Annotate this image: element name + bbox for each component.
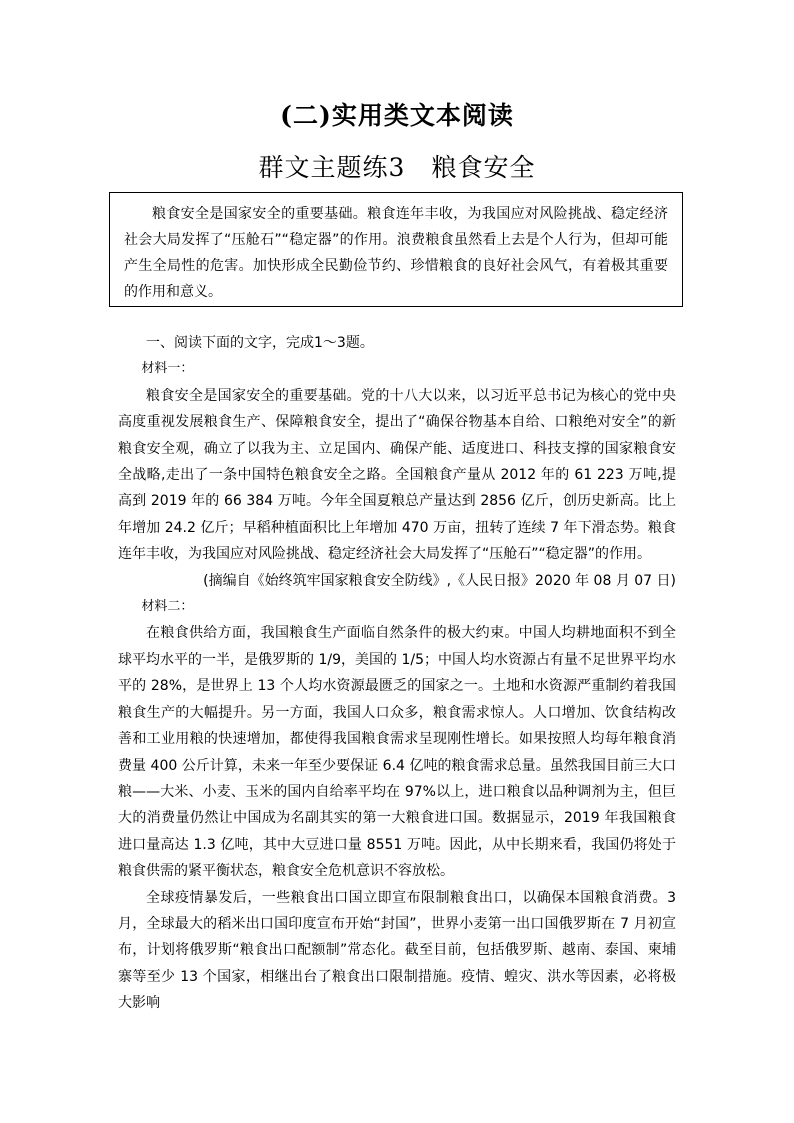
material2-label: 材料二：: [141, 599, 194, 615]
section-title: (二)实用类文本阅读: [280, 101, 514, 130]
intro-box: [109, 192, 683, 307]
reading-content: [118, 330, 676, 1017]
material1-label: 材料一：: [141, 361, 194, 377]
intro-text: 粮食安全是国家安全的重要基础。粮食连年丰收，为我国应对风险挑战、稳定经济社会大局发挥了“压舱石”“稳定器”的作用。浪费粮食虽然看上去是个人行为，但却可能产生全局性的危害。加快形成全民勤俭节约、珍惜粮食的良好社会风气，有着极其重要的作用和意义。: [124, 206, 668, 300]
material1-source: (摘编自《始终筑牢国家粮食安全防线》,《人民日报》2020 年 08 月 07 日): [203, 572, 676, 589]
question-instruction: 一、阅读下面的文字，完成1～3题。: [146, 335, 374, 351]
page-title: 群文主题练3 粮食安全: [258, 153, 536, 182]
material1-text: 粮食安全是国家安全的重要基础。党的十八大以来，以习近平总书记为核心的党中央高度重视发展粮食生产、保障粮食安全，提出了“确保谷物基本自给、口粮绝对安全”的新粮食安全观，确立了以我为主、立足国内、确保产能、适度进口、科技支撑的国家粮食安全战略,走出了一条中国特色粮食安全之路。全国粮食产量从 2012 年的 61 223 万吨,提高到 2019 年的 66 384 万吨。今年全国夏粮总产量达到 2856 亿斤，创历史新高。比上年增加 24.2 亿斤；早稻种植面积比上年增加 470 万亩，扭转了连续 7 年下滑态势。粮食连年丰收，为我国应对风险挑战、稳定经济社会大局发挥了“压舱石”“稳定器”的作用。: [118, 387, 676, 563]
material2-paragraph-1: 在粮食供给方面，我国粮食生产面临自然条件的极大约束。中国人均耕地面积不到全球平均水平的一半，是俄罗斯的 1/9，美国的 1/5；中国人均水资源占有量不足世界平均水平的 28%，是世界上 13 个人均水资源最匮乏的国家之一。土地和水资源严重制约着我国粮食生产的大幅提升。另一方面，我国人口众多，粮食需求惊人。人口增加、饮食结构改善和工业用粮的快速增加，都使得我国粮食需求呈现刚性增长。如果按照人均每年粮食消费量 400 公斤计算，未来一年至少要保证 6.4 亿吨的粮食需求总量。虽然我国目前三大口粮——大米、小麦、玉米的国内自给率平均在 97%以上，进口粮食以品种调剂为主，但巨大的消费量仍然让中国成为名副其实的第一大粮食进口国。数据显示，2019 年我国粮食进口量高达 1.3 亿吨，其中大豆进口量 8551 万吨。因此，从中长期来看，我国仍将处于粮食供需的紧平衡状态，粮食安全危机意识不容放松。: [118, 625, 676, 880]
material2-paragraph-2: 全球疫情暴发后，一些粮食出口国立即宣布限制粮食出口，以确保本国粮食消费。3 月，全球最大的稻米出口国印度宣布开始“封国”，世界小麦第一出口国俄罗斯在 7 月初宣布，计划将俄罗斯“粮食出口配额制”常态化。截至目前，包括俄罗斯、越南、泰国、柬埔寨等至少 13 个国家，相继出台了粮食出口限制措施。疫情、蝗灾、洪水等因素，必将极大影响: [118, 889, 676, 1012]
